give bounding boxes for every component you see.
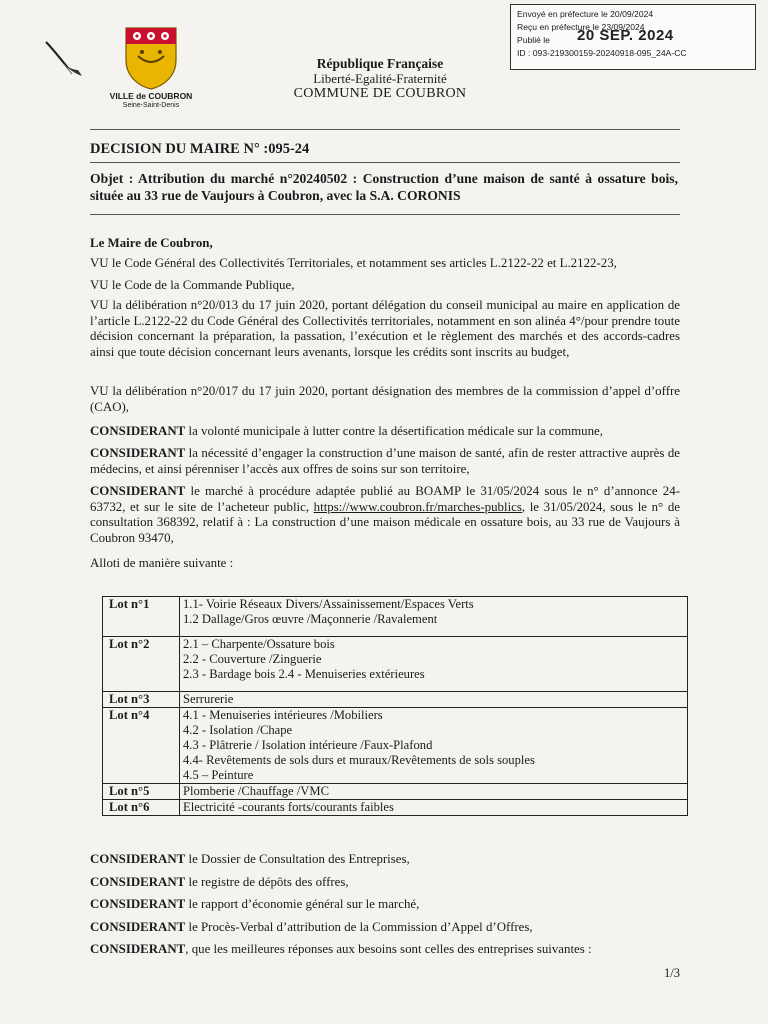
considerants-after-list	[90, 848, 680, 961]
considerant-keyword: CONSIDERANT	[90, 942, 186, 956]
vu-deliberation-013: VU la délibération n°20/013 du 17 juin 2020, portant délégation du conseil municipal au maire en application de l’article L.2122-22 du Code Général des Collectivités territoriales, notamment en son alinéa 4°/pour prendre toute décision concernant la préparation, la passation, l’exécution et le règlement des marchés et des accords-cadres ainsi que toute décision concernant leurs avenants, lorsque les crédits sont inscrits au budget,	[90, 298, 680, 359]
considerant-text: le marché à procédure adaptée publié au BOAMP le 31/05/2024 sous le n° d’annonce 24-63732, et sur le site de l’acheteur public,	[90, 484, 680, 514]
objet-rule	[90, 214, 680, 215]
lot-label: Lot n°6	[103, 800, 180, 816]
lot-item: Electricité -courants forts/courants faibles	[183, 800, 394, 814]
considerant-keyword: CONSIDERANT	[90, 919, 186, 934]
considerant-after	[90, 916, 680, 939]
marches-publics-link[interactable]: https://www.coubron.fr/marches-publics	[313, 499, 522, 514]
considerant-3	[90, 484, 680, 546]
stamp-received: Reçu en préfecture le 23/09/2024	[517, 22, 645, 32]
considerant-keyword: CONSIDERANT	[90, 897, 186, 911]
considerant-text: le Dossier de Consultation des Entreprises,	[185, 852, 410, 866]
commune-name: COMMUNE DE COUBRON	[293, 86, 467, 101]
considerant-after	[90, 893, 680, 916]
considerant-text: le registre de dépôts des offres,	[185, 874, 349, 889]
lot-item: 4.4- Revêtements de sols durs et muraux/Revêtements de sols souples	[183, 753, 535, 767]
lot-row	[103, 708, 688, 784]
lot-row	[103, 784, 688, 800]
considerant-after	[90, 938, 680, 961]
lot-item: 4.1 - Menuiseries intérieures /Mobiliers	[183, 708, 383, 722]
considerant-after	[90, 871, 680, 894]
considerant-text: la volonté municipale à lutter contre la désertification médicale sur la commune,	[185, 424, 603, 438]
decision-title: DECISION DU MAIRE N° :095-24	[90, 141, 310, 157]
considerant-keyword: CONSIDERANT	[90, 852, 186, 866]
lot-item: 4.2 - Isolation /Chape	[183, 723, 293, 737]
considerant-text: le Procès-Verbal d’attribution de la Commission d’Appel d’Offres,	[185, 919, 533, 934]
vu-ccp: VU le Code de la Commande Publique,	[90, 278, 295, 292]
lot-description	[180, 692, 688, 708]
lot-item: 2.2 - Couverture /Zinguerie	[183, 652, 322, 666]
vu-cgct: VU le Code Général des Collectivités Territoriales, et notamment ses articles L.2122-22 et L.2122-23,	[90, 256, 617, 270]
considerant-keyword: CONSIDERANT	[90, 424, 186, 438]
mayor-line: Le Maire de Coubron,	[90, 236, 213, 250]
lot-item: 2.3 - Bardage bois 2.4 - Menuiseries extérieures	[183, 667, 425, 681]
lot-label: Lot n°3	[103, 692, 180, 708]
considerant-2	[90, 446, 680, 477]
lot-row	[103, 692, 688, 708]
lot-description	[180, 637, 688, 692]
logo-caption	[90, 92, 212, 110]
lot-item: Plomberie /Chauffage /VMC	[183, 784, 329, 798]
lot-description	[180, 784, 688, 800]
considerant-text: la nécessité d’engager la construction d’une maison de santé, afin de rester attractive auprès de médecins, et ainsi pérenniser l’accès aux offres de soins sur son territoire,	[90, 446, 680, 476]
lot-label: Lot n°1	[103, 597, 180, 637]
coubron-logo-icon	[124, 26, 178, 90]
lot-description	[180, 800, 688, 816]
stamp-published: Publié le	[517, 35, 550, 45]
lot-description	[180, 708, 688, 784]
title-rule	[90, 162, 680, 163]
logo-city-name: VILLE de COUBRON	[109, 91, 193, 101]
lot-item: Serrurerie	[183, 692, 234, 706]
republic-name: République Française	[316, 56, 444, 71]
lot-item: 1.1- Voirie Réseaux Divers/Assainissement/Espaces Verts	[183, 597, 474, 611]
quill-icon	[42, 40, 86, 80]
date-stamp: 20 SEP. 2024	[577, 27, 674, 44]
lot-row	[103, 637, 688, 692]
prefecture-stamp	[510, 4, 756, 70]
top-rule	[90, 129, 680, 130]
considerant-keyword: CONSIDERANT	[90, 874, 186, 889]
republic-header	[250, 56, 510, 101]
lot-label: Lot n°4	[103, 708, 180, 784]
considerant-keyword: CONSIDERANT	[90, 484, 186, 498]
lots-table	[102, 596, 688, 816]
stamp-sent: Envoyé en préfecture le 20/09/2024	[517, 9, 654, 19]
considerant-keyword: CONSIDERANT	[90, 446, 186, 460]
lot-item: 4.3 - Plâtrerie / Isolation intérieure /Faux-Plafond	[183, 738, 433, 752]
lot-row	[103, 800, 688, 816]
stamp-id: ID : 093-219300159-20240918-095_24A-CC	[517, 48, 687, 58]
objet: Objet : Attribution du marché n°20240502 : Construction d’une maison de santé à ossature bois, située au 33 rue de Vaujours à Coubron, avec la S.A. CORONIS	[90, 171, 678, 203]
considerant-1	[90, 424, 680, 440]
considerant-text: le rapport d’économie général sur le marché,	[185, 897, 420, 911]
vu-deliberation-017: VU la délibération n°20/017 du 17 juin 2020, portant désignation des membres de la commission d’appel d’offre (CAO),	[90, 384, 680, 414]
logo-department: Seine-Saint-Denis	[122, 102, 180, 109]
lot-label: Lot n°2	[103, 637, 180, 692]
lot-description	[180, 597, 688, 637]
lot-row	[103, 597, 688, 637]
lot-item: 4.5 – Peinture	[183, 768, 254, 782]
lot-label: Lot n°5	[103, 784, 180, 800]
considerant-text-end: , le 31/05/2024, sous le n° de consultation 368392, relatif à : La construction d’une maison médicale en ossature bois, au 33 rue de Vaujours à Coubron 93470,	[90, 499, 680, 545]
considerant-text: , que les meilleures réponses aux besoins sont celles des entreprises suivantes :	[185, 942, 592, 956]
page-number: 1/3	[664, 966, 680, 980]
lot-item: 1.2 Dallage/Gros œuvre /Maçonnerie /Ravalement	[183, 612, 438, 626]
lot-item: 2.1 – Charpente/Ossature bois	[183, 637, 335, 651]
republic-motto: Liberté-Egalité-Fraternité	[313, 71, 447, 86]
considerant-after	[90, 848, 680, 871]
allotissement-intro: Alloti de manière suivante :	[90, 556, 234, 570]
